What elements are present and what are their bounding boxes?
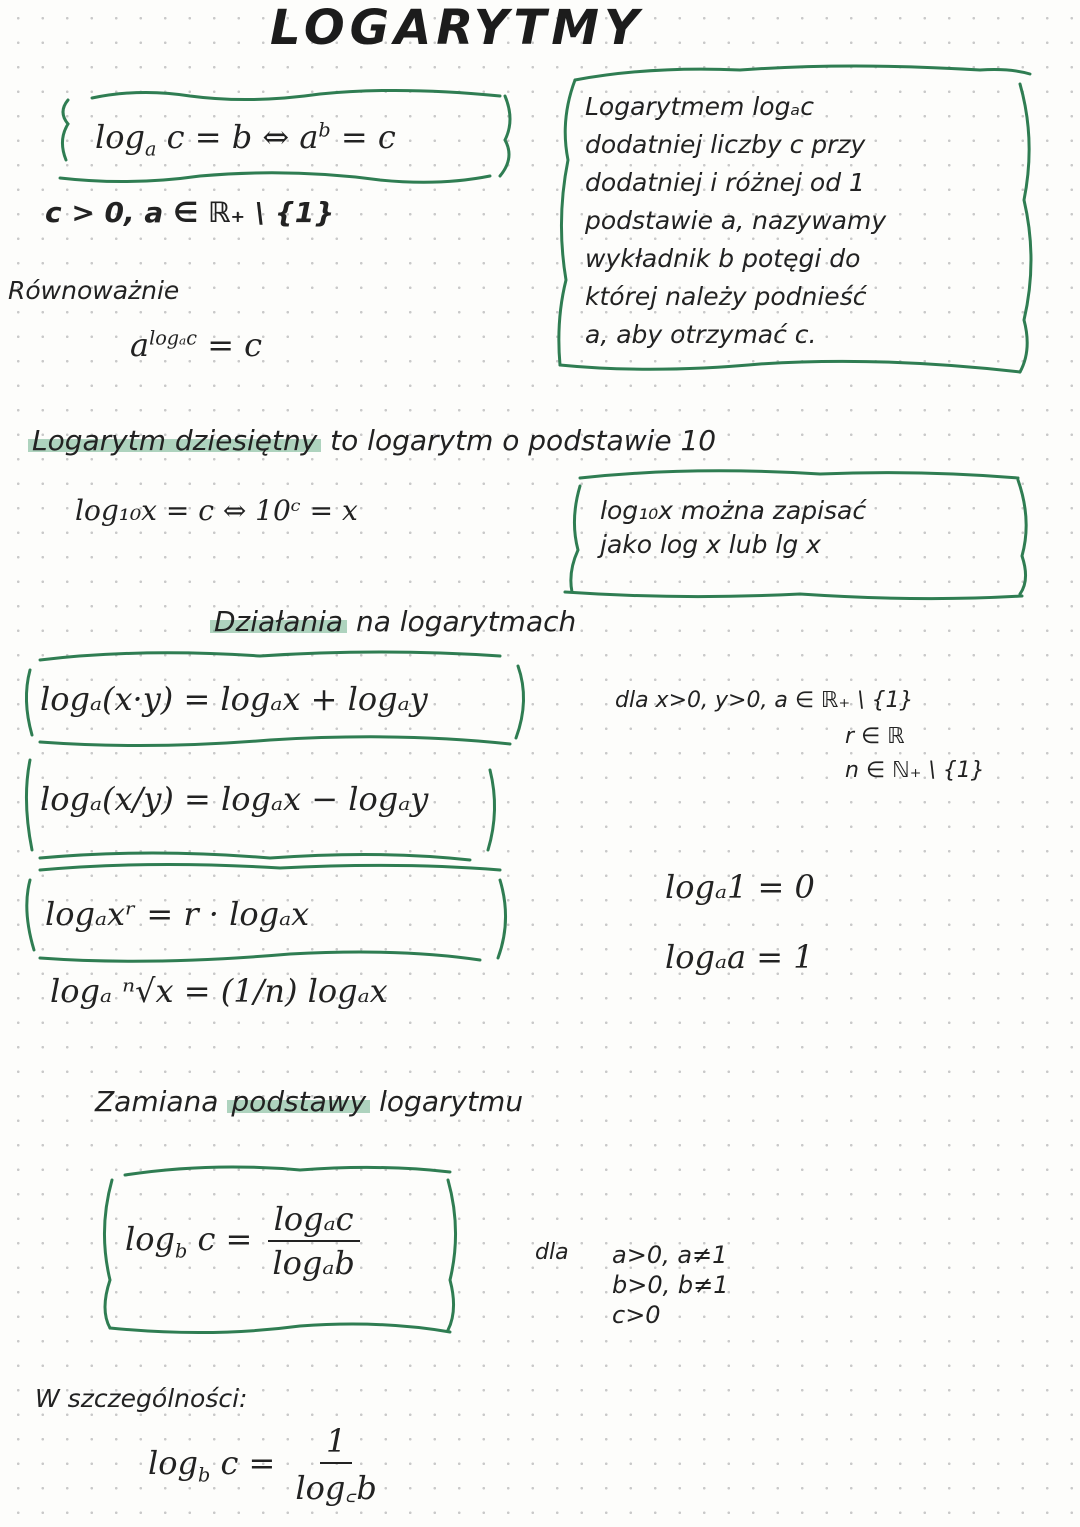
decimal-note-line: jako log x lub lg x bbox=[600, 530, 821, 559]
fraction-numerator: logₐc bbox=[268, 1200, 360, 1242]
operations-condition: dla x>0, y>0, a ∈ ℝ₊ \ {1} bbox=[615, 688, 914, 713]
decimal-heading: Logarytm dziesiętny to logarytm o podstawie 10 bbox=[28, 424, 716, 457]
definition-line: Logarytmem logₐc bbox=[585, 92, 814, 121]
page-title: LOGARYTMY bbox=[270, 0, 644, 56]
definition-formula: $\log_a c = b$ ⇔ $a^b = c$ bbox=[95, 118, 396, 161]
operations-condition: n ∈ ℕ₊ \ {1} bbox=[845, 758, 985, 783]
change-base-heading: Zamiana podstawy logarytmu bbox=[95, 1085, 524, 1118]
power-rule: logₐxʳ = r · logₐx bbox=[45, 895, 310, 933]
root-rule: logₐ ⁿ√x = (1/n) logₐx bbox=[50, 972, 388, 1010]
equivalent-formula: $a^{log_ac} = c$ bbox=[130, 326, 263, 364]
fraction-denominator: logₐb bbox=[272, 1244, 355, 1282]
change-base-conditions bbox=[612, 1240, 728, 1330]
change-base-fraction bbox=[266, 1200, 360, 1282]
special-case-fraction bbox=[289, 1422, 383, 1509]
decimal-formula: log₁₀x = c ⇔ 10ᶜ = x bbox=[75, 494, 358, 527]
change-base-condition: b>0, b≠1 bbox=[612, 1271, 729, 1299]
definition-line: której należy podnieść bbox=[585, 282, 867, 311]
definition-line: podstawie a, nazywamy bbox=[585, 206, 887, 235]
change-base-formula: $\log_b c$ = $\frac{\text{logₐc}}{\text{logₐb}}$ bbox=[125, 1200, 361, 1282]
definition-box bbox=[585, 88, 886, 354]
decimal-note bbox=[600, 494, 866, 562]
log-of-one: logₐ1 = 0 bbox=[665, 868, 815, 906]
operations-heading: Działania na logarytmach bbox=[210, 605, 576, 638]
definition-line: wykładnik b potęgi do bbox=[585, 244, 861, 273]
decimal-note-line: log₁₀x można zapisać bbox=[600, 496, 867, 525]
definition-line: dodatniej i różnej od 1 bbox=[585, 168, 865, 197]
definition-line: a, aby otrzymać c. bbox=[585, 320, 817, 349]
product-rule: logₐ(x·y) = logₐx + logₐy bbox=[40, 680, 428, 718]
fraction-numerator: 1 bbox=[320, 1422, 352, 1464]
change-base-condition: a>0, a≠1 bbox=[612, 1241, 728, 1269]
change-base-dla: dla bbox=[535, 1240, 569, 1265]
change-base-condition: c>0 bbox=[612, 1301, 661, 1329]
special-case-formula: $\log_b c$ = $\frac{1}{\log꜀b}$ bbox=[148, 1422, 383, 1509]
definition-line: dodatniej liczby c przy bbox=[585, 130, 866, 159]
quotient-rule: logₐ(x/y) = logₐx − logₐy bbox=[40, 780, 429, 818]
definition-conditions: c > 0, a ∈ ℝ₊ \ {1} bbox=[45, 196, 335, 229]
operations-condition: r ∈ ℝ bbox=[845, 724, 905, 749]
log-of-base: logₐa = 1 bbox=[665, 938, 814, 976]
fraction-denominator: log꜀b bbox=[295, 1469, 377, 1507]
equivalently-label: Równoważnie bbox=[8, 276, 180, 305]
special-case-label: W szczególności: bbox=[35, 1384, 248, 1413]
